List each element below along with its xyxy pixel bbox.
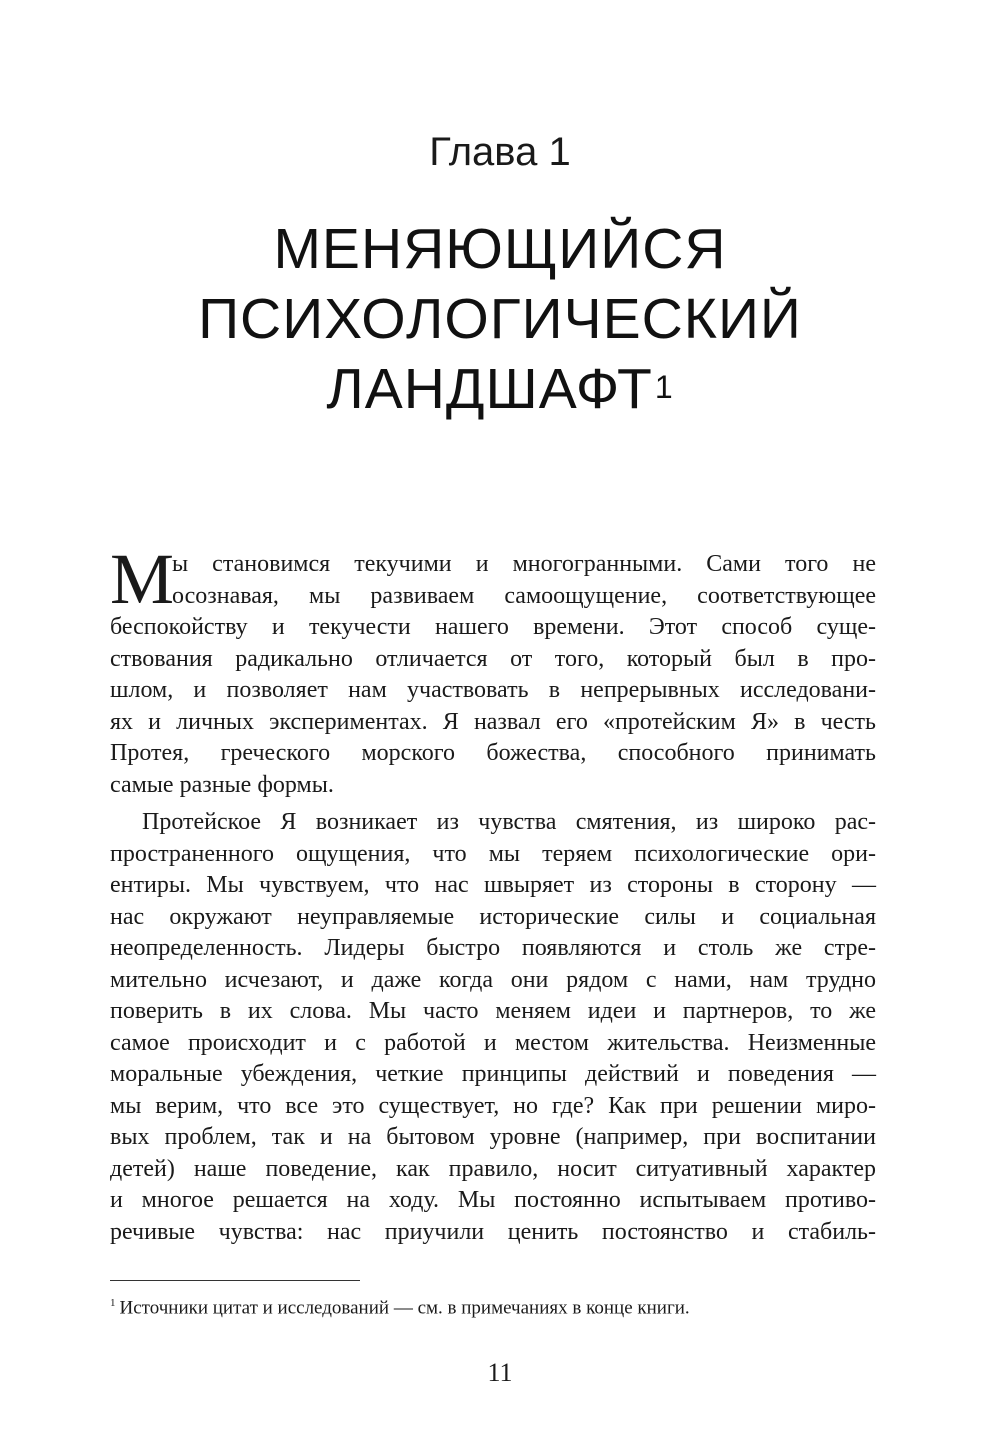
paragraph-2-line: нас окружают неуправляемые исторические силы и социальная <box>110 903 876 930</box>
paragraph-2-line: речивые чувства: нас приучили ценить постоянство и стабиль- <box>110 1218 876 1245</box>
footnote-divider <box>110 1280 360 1281</box>
paragraph-2-line: Протейское Я возникает из чувства смятения, из широко рас- <box>142 809 876 835</box>
chapter-title-line-3-text: ЛАНДШАФТ <box>326 357 653 421</box>
paragraph-1-line: самые разные формы. <box>110 771 334 798</box>
drop-cap: М <box>110 539 175 619</box>
paragraph-1-line: шлом, и позволяет нам участвовать в непрерывных исследовани- <box>110 677 876 703</box>
footnote-mark: 1 <box>110 1297 116 1309</box>
paragraph-2 <box>110 807 876 1248</box>
paragraph-1-line: беспокойству и текучести нашего времени. Этот способ суще- <box>110 614 876 640</box>
chapter-title-line-1: МЕНЯЮЩИЙСЯ <box>273 217 727 281</box>
chapter-title-footnote-mark: 1 <box>654 369 674 405</box>
paragraph-1-line: Протея, греческого морского божества, способного принимать <box>110 740 876 766</box>
paragraph-2-line: мы верим, что все это существует, но где? Как при решении миро- <box>110 1092 876 1119</box>
page-number: 11 <box>487 1358 513 1387</box>
footnote <box>110 1290 890 1321</box>
paragraph-2-line: моральные убеждения, четкие принципы действий и поведения — <box>110 1061 876 1087</box>
paragraph-2-line: вых проблем, так и на бытовом уровне (например, при воспитании <box>110 1124 876 1150</box>
paragraph-1-line: ствования радикально отличается от того, который был в про- <box>110 645 876 672</box>
paragraph-2-line: ентиры. Мы чувствуем, что нас швыряет из стороны в сторону — <box>110 872 876 898</box>
paragraph-2-line: пространенного ощущения, что мы теряем психологические ори- <box>110 840 876 867</box>
paragraph-2-line: детей) наше поведение, как правило, носит ситуативный характер <box>110 1155 876 1182</box>
paragraph-2-line: мительно исчезают, и даже когда они рядом с нами, нам трудно <box>110 966 876 993</box>
paragraph-1-line: осознавая, мы развиваем самоощущение, соответствующее <box>172 582 876 609</box>
paragraph-1 <box>110 539 876 801</box>
chapter-title-line-2: ПСИХОЛОГИЧЕСКИЙ <box>198 287 802 351</box>
paragraph-1-line: ях и личных экспериментах. Я назвал его «протейским Я» в честь <box>110 708 876 735</box>
footnote-text: Источники цитат и исследований — см. в примечаниях в конце книги. <box>119 1297 690 1319</box>
paragraph-2-line: самое происходит и с работой и местом жительства. Неизменные <box>110 1029 876 1056</box>
chapter-label: Глава 1 <box>429 130 571 174</box>
chapter-title-line-3 <box>0 354 1000 424</box>
paragraph-2-line: и многое решается на ходу. Мы постоянно испытываем противо- <box>110 1187 876 1213</box>
paragraph-1-line: ы становимся текучими и многогранными. Сами того не <box>172 551 876 577</box>
paragraph-2-line: неопределенность. Лидеры быстро появляются и столь же стре- <box>110 935 876 961</box>
chapter-title <box>0 214 1000 424</box>
paragraph-2-line: поверить в их слова. Мы часто меняем идеи и партнеров, то же <box>110 998 876 1024</box>
